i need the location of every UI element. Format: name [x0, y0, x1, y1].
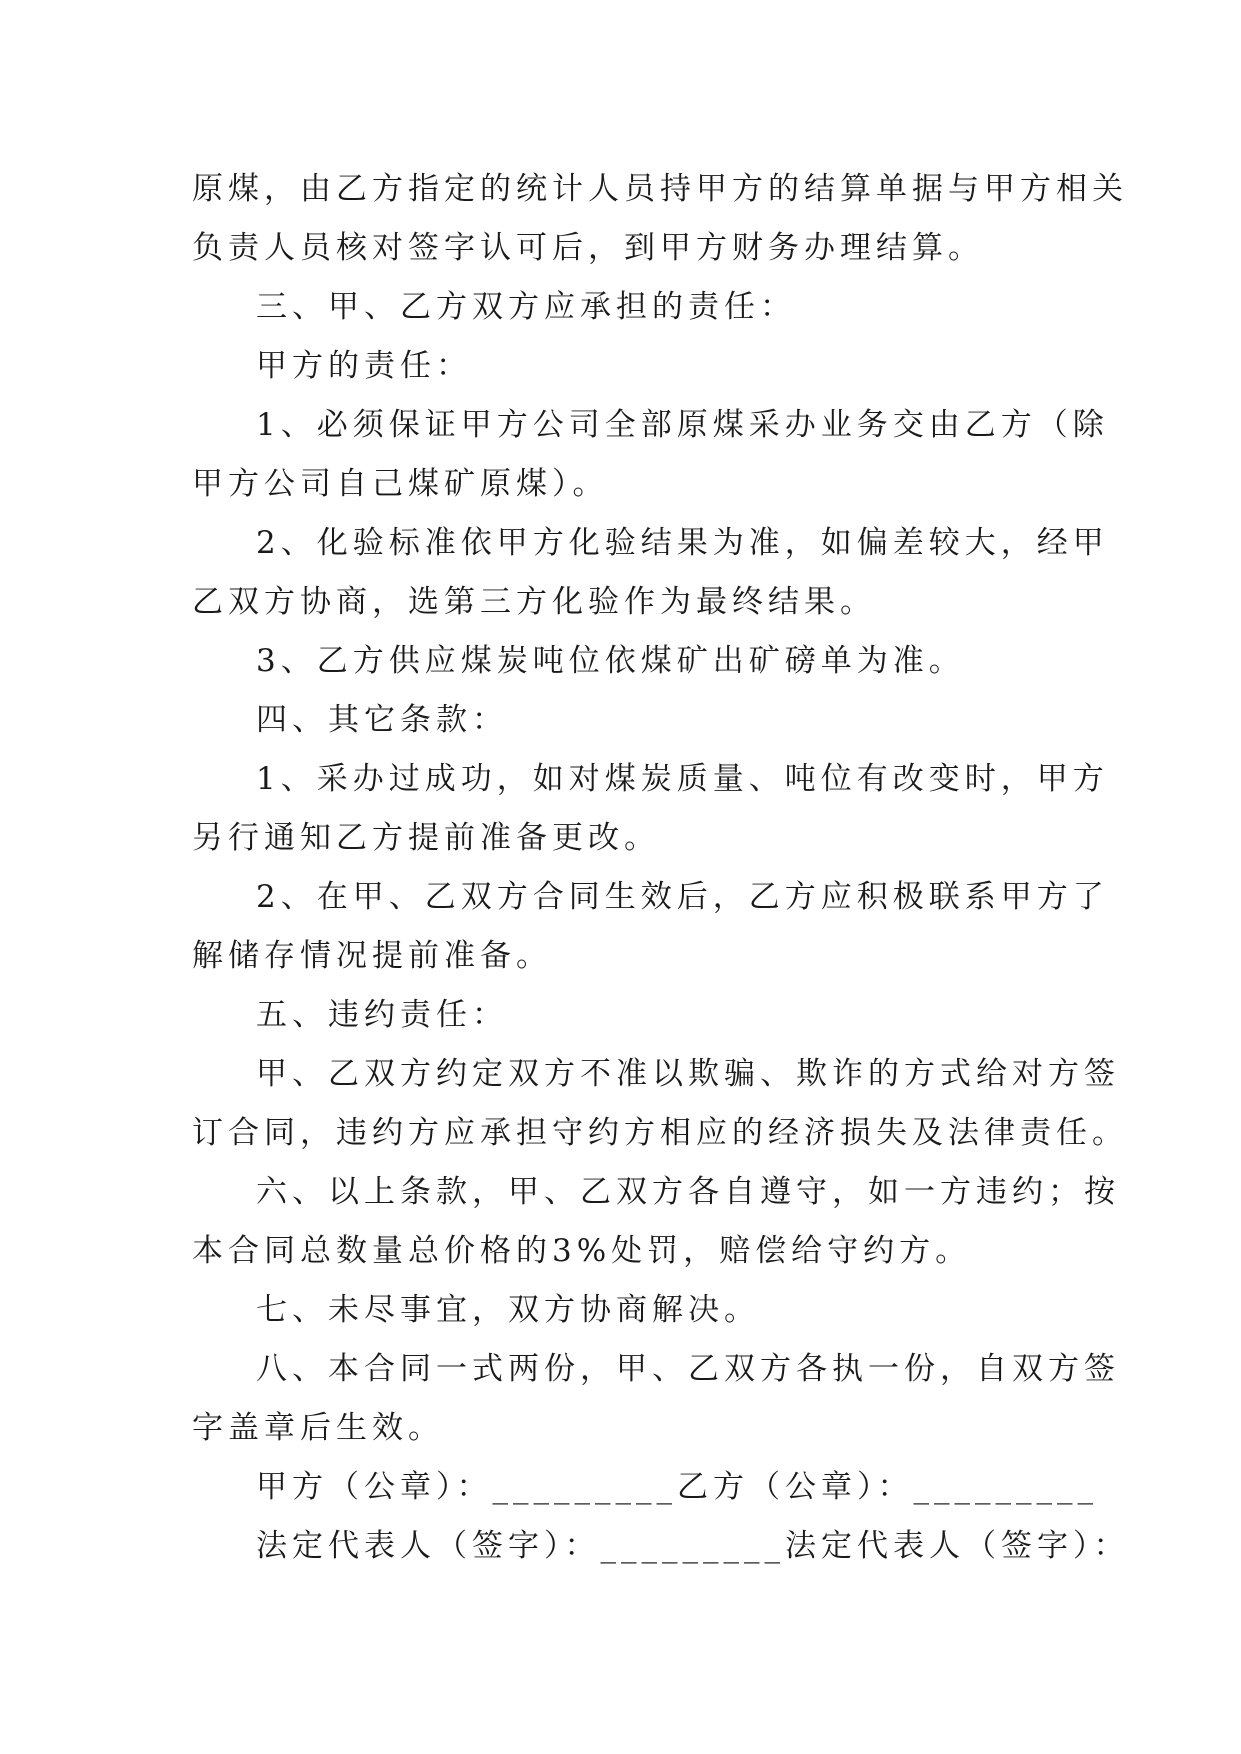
text-line: 另行通知乙方提前准备更改。	[192, 820, 660, 856]
contract-body	[192, 160, 1130, 1576]
text-line: 七、未尽事宜，双方协商解决。	[256, 1292, 760, 1328]
subsection-heading: 甲方的责任：	[256, 348, 472, 384]
text-line: 1、采办过成功，如对煤炭质量、吨位有改变时，甲方	[256, 761, 1109, 797]
text-line: 字盖章后生效。	[192, 1410, 444, 1446]
section-heading: 三、甲、乙方双方应承担的责任：	[256, 289, 796, 325]
section-heading: 五、违约责任：	[256, 997, 508, 1033]
text-line: 本合同总数量总价格的3%处罚，赔偿给守约方。	[192, 1233, 972, 1269]
text-line: 订合同，违约方应承担守约方相应的经济损失及法律责任。	[192, 1115, 1128, 1151]
signature-line-seals: 甲方（公章）：_________乙方（公章）：_________	[256, 1469, 1098, 1505]
signature-line-representatives: 法定代表人（签字）：_________法定代表人（签字）：	[256, 1528, 1130, 1564]
section-heading: 四、其它条款：	[256, 702, 508, 738]
text-line: 解储存情况提前准备。	[192, 938, 552, 974]
text-line: 原煤，由乙方指定的统计人员持甲方的结算单据与甲方相关	[192, 171, 1128, 207]
text-line: 八、本合同一式两份，甲、乙双方各执一份，自双方签	[256, 1351, 1120, 1387]
text-line: 1、必须保证甲方公司全部原煤采办业务交由乙方（除	[256, 407, 1109, 443]
text-line: 3、乙方供应煤炭吨位依煤矿出矿磅单为准。	[256, 643, 965, 679]
text-line: 六、以上条款，甲、乙双方各自遵守，如一方违约；按	[256, 1174, 1120, 1210]
text-line: 甲方公司自己煤矿原煤）。	[192, 466, 609, 502]
text-line: 负责人员核对签字认可后，到甲方财务办理结算。	[192, 230, 984, 266]
text-line: 2、化验标准依甲方化验结果为准，如偏差较大，经甲	[256, 525, 1109, 561]
text-line: 2、在甲、乙双方合同生效后，乙方应积极联系甲方了	[256, 879, 1109, 915]
text-line: 乙双方协商，选第三方化验作为最终结果。	[192, 584, 876, 620]
text-line: 甲、乙双方约定双方不准以欺骗、欺诈的方式给对方签	[256, 1056, 1120, 1092]
